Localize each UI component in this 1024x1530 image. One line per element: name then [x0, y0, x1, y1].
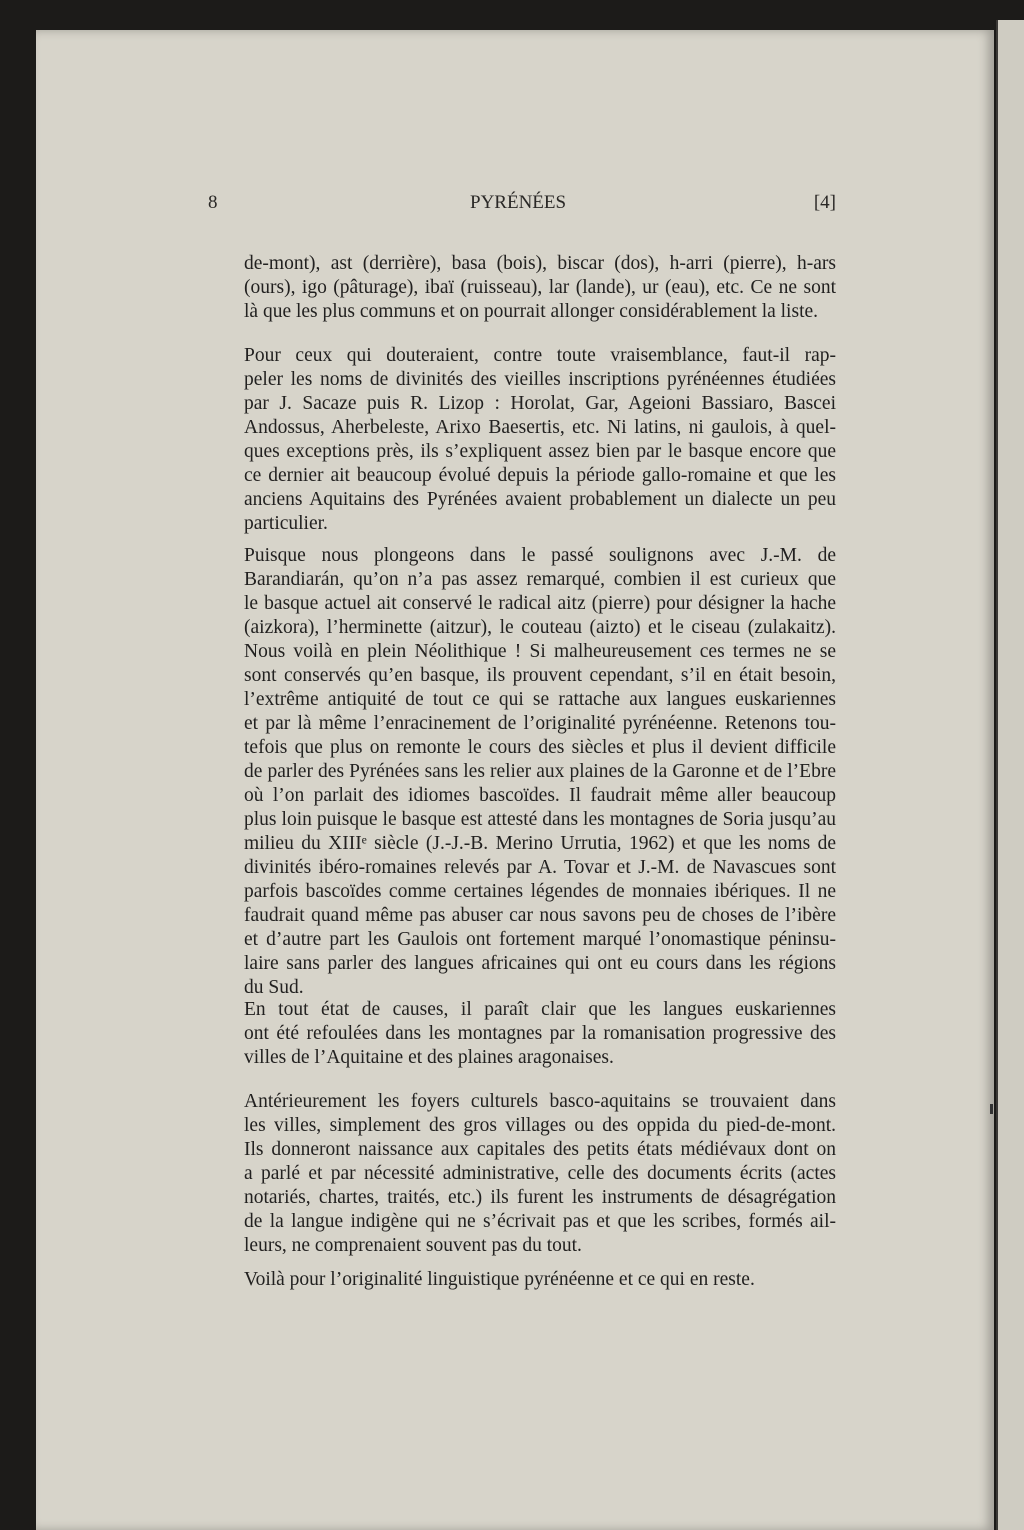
text-line: a parlé et par nécessité administrative, celle des documents écrits (actes — [244, 1163, 836, 1184]
paragraph-2 — [244, 344, 836, 536]
page-mark — [990, 1104, 993, 1114]
text-line: (aizkora), l’herminette (aitzur), le couteau (aizto) et le ciseau (zulakaitz). — [244, 617, 836, 638]
text-line: Puisque nous plongeons dans le passé soulignons avec J.-M. de — [244, 545, 836, 566]
text-line: faudrait quand même pas abuser car nous savons peu de choses de l’ibère — [244, 905, 836, 926]
text-line: Barandiarán, qu’on n’a pas assez remarqué, combien il est curieux que — [244, 569, 836, 590]
running-title: PYRÉNÉES — [470, 192, 567, 213]
text-line: particulier. — [244, 513, 328, 534]
paragraph-1 — [244, 252, 836, 324]
text-line: villes de l’Aquitaine et des plaines aragonaises. — [244, 1047, 614, 1068]
text-line: milieu du XIIIᵉ siècle (J.-J.-B. Merino Urrutia, 1962) et que les noms de — [244, 833, 836, 854]
text-line: anciens Aquitains des Pyrénées avaient probablement un dialecte un peu — [244, 489, 836, 510]
text-line: Voilà pour l’originalité linguistique pyrénéenne et ce qui en reste. — [244, 1269, 755, 1290]
text-line: Antérieurement les foyers culturels basco-aquitains se trouvaient dans — [244, 1091, 836, 1112]
text-line: de parler des Pyrénées sans les relier aux plaines de la Garonne et de l’Ebre — [244, 761, 836, 782]
paragraph-5 — [244, 1090, 836, 1258]
text-line: par J. Sacaze puis R. Lizop : Horolat, Gar, Ageioni Bassiaro, Bascei — [244, 393, 836, 414]
text-line: sont conservés qu’en basque, ils prouvent cependant, s’il en était besoin, — [244, 665, 836, 686]
next-page-edge — [996, 20, 1024, 1530]
text-line: les villes, simplement des gros villages ou des oppida du pied-de-mont. — [244, 1115, 836, 1136]
paragraph-3 — [244, 544, 836, 1000]
text-line: leurs, ne comprenaient souvent pas du tout. — [244, 1235, 582, 1256]
text-line: tefois que plus on remonte le cours des siècles et plus il devient difficile — [244, 737, 836, 758]
text-line: de la langue indigène qui ne s’écrivait pas et que les scribes, formés ail- — [244, 1211, 836, 1232]
text-line: là que les plus communs et on pourrait allonger considérablement la liste. — [244, 301, 819, 322]
text-line: et par là même l’enracinement de l’originalité pyrénéenne. Retenons tou- — [244, 713, 836, 734]
text-line: Ils donneront naissance aux capitales des petits états médiévaux dont on — [244, 1139, 836, 1160]
paragraph-6 — [244, 1268, 836, 1292]
text-line: (ours), igo (pâturage), ibaï (ruisseau), lar (lande), ur (eau), etc. Ce ne sont — [244, 277, 836, 298]
text-line: de-mont), ast (derrière), basa (bois), biscar (dos), h-arri (pierre), h-ars — [244, 253, 836, 274]
text-line: Andossus, Aherbeleste, Arixo Baesertis, etc. Ni latins, ni gaulois, à quel- — [244, 417, 836, 438]
text-line: parfois bascoïdes comme certaines légendes de monnaies ibériques. Il ne — [244, 881, 836, 902]
text-line: plus loin puisque le basque est attesté dans les montagnes de Soria jusqu’au — [244, 809, 836, 830]
text-line: ce dernier ait beaucoup évolué depuis la période gallo-romaine et que les — [244, 465, 836, 486]
text-line: ques exceptions près, ils s’expliquent assez bien par le basque encore que — [244, 441, 836, 462]
text-line: ont été refoulées dans les montagnes par la romanisation progressive des — [244, 1023, 836, 1044]
page-number: 8 — [208, 192, 218, 213]
text-line: En tout état de causes, il paraît clair que les langues euskariennes — [244, 999, 836, 1020]
paragraph-4 — [244, 998, 836, 1070]
text-line: divinités ibéro-romaines relevés par A. Tovar et J.-M. de Navascues sont — [244, 857, 836, 878]
text-line: peler les noms de divinités des vieilles inscriptions pyrénéennes étudiées — [244, 369, 836, 390]
text-line: du Sud. — [244, 977, 304, 998]
text-line: Pour ceux qui douteraient, contre toute vraisemblance, faut-il rap- — [244, 345, 836, 366]
text-line: et d’autre part les Gaulois ont fortement marqué l’onomastique péninsu- — [244, 929, 836, 950]
running-header — [208, 192, 836, 218]
text-line: où l’on parlait des idiomes bascoïdes. Il faudrait même aller beaucoup — [244, 785, 836, 806]
text-line: laire sans parler des langues africaines qui ont eu cours dans les régions — [244, 953, 836, 974]
section-number: [4] — [813, 192, 836, 213]
text-line: l’extrême antiquité de tout ce qui se rattache aux langues euskariennes — [244, 689, 836, 710]
text-line: le basque actuel ait conservé le radical aitz (pierre) pour désigner la hache — [244, 593, 836, 614]
text-line: notariés, chartes, traités, etc.) ils furent les instruments de désagrégation — [244, 1187, 836, 1208]
text-line: Nous voilà en plein Néolithique ! Si malheureusement ces termes ne se — [244, 641, 836, 662]
